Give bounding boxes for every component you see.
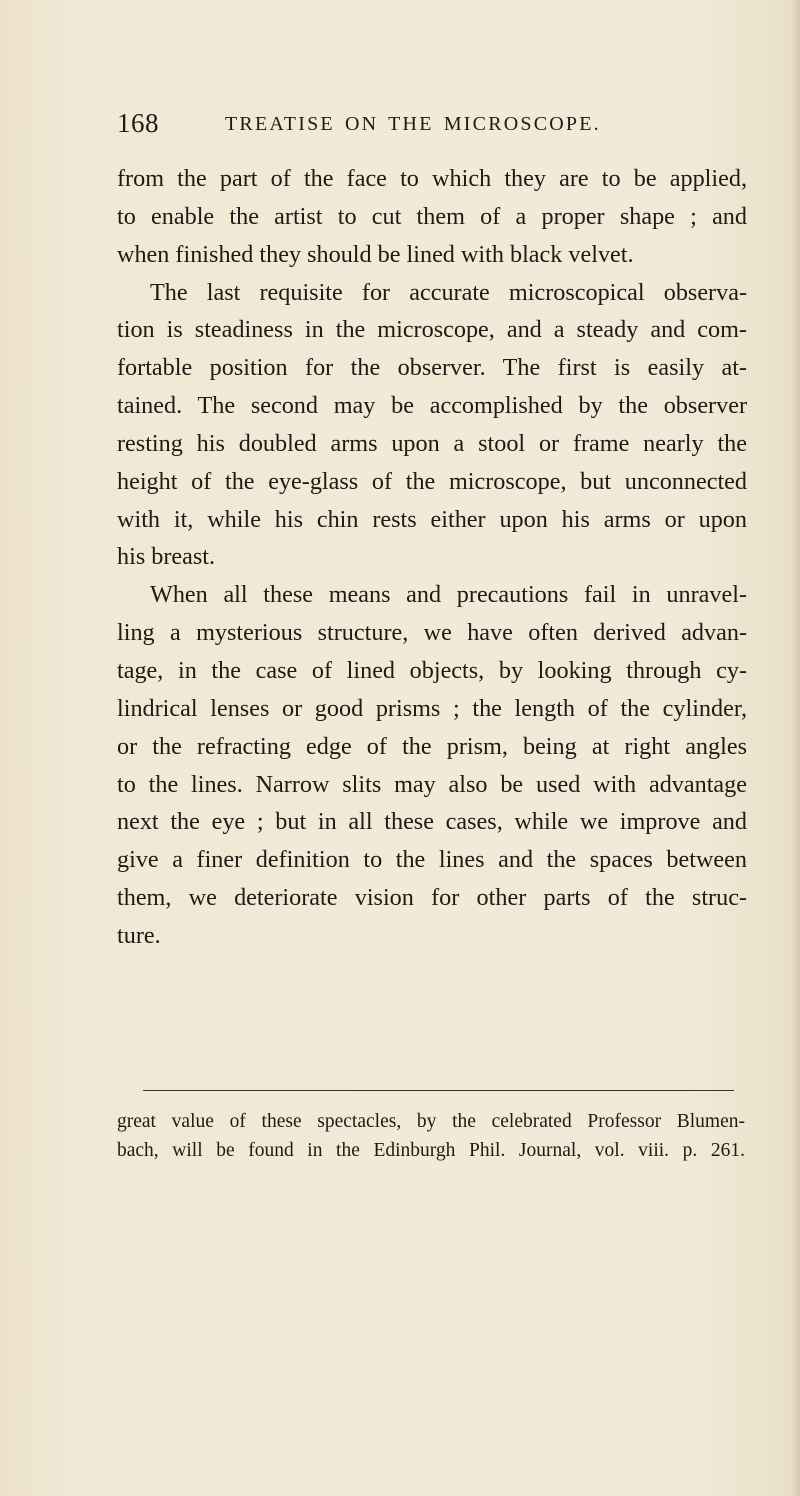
- text-line: tained. The second may be accomplished by the observer: [117, 392, 747, 420]
- page-number: 168: [117, 108, 159, 138]
- text-line: tion is steadiness in the microscope, and a steady and com-: [117, 316, 747, 344]
- text-line: them, we deteriorate vision for other parts of the struc-: [117, 884, 747, 912]
- text-line: to the lines. Narrow slits may also be used with advantage: [117, 770, 747, 798]
- text-line: The last requisite for accurate microscopical observa-: [150, 278, 747, 306]
- footnote-line: bach, will be found in the Edinburgh Phil. Journal, vol. viii. p. 261.: [117, 1140, 745, 1161]
- text-line: from the part of the face to which they are to be applied,: [117, 165, 747, 192]
- text-line: fortable position for the observer. The first is easily at-: [117, 354, 747, 382]
- body-text: [117, 160, 747, 955]
- text-line: give a finer definition to the lines and the spaces between: [117, 846, 747, 874]
- text-line: next the eye ; but in all these cases, while we improve and: [117, 808, 747, 836]
- footnote: [117, 1107, 745, 1165]
- text-line: resting his doubled arms upon a stool or frame nearly the: [117, 429, 747, 457]
- text-line: his breast.: [117, 543, 216, 571]
- text-line: when finished they should be lined with black velvet.: [117, 240, 634, 268]
- text-line: height of the eye-glass of the microscope, but unconnected: [117, 467, 747, 495]
- text-line: ture.: [117, 921, 161, 949]
- text-line: tage, in the case of lined objects, by looking through cy-: [117, 656, 747, 684]
- text-line: with it, while his chin rests either upon his arms or upon: [117, 505, 747, 533]
- page-edge-shadow: [790, 0, 800, 1496]
- text-line: to enable the artist to cut them of a proper shape ; and: [117, 202, 747, 230]
- text-line: When all these means and precautions fail in unravel-: [150, 581, 747, 609]
- footnote-divider: [143, 1090, 734, 1091]
- running-head: TREATISE ON THE MICROSCOPE.: [225, 113, 601, 135]
- footnote-line: great value of these spectacles, by the celebrated Professor Blumen-: [117, 1111, 745, 1132]
- text-line: lindrical lenses or good prisms ; the length of the cylinder,: [117, 694, 747, 722]
- text-line: or the refracting edge of the prism, being at right angles: [117, 732, 747, 760]
- page-header: [117, 108, 747, 148]
- text-line: ling a mysterious structure, we have often derived advan-: [117, 619, 747, 647]
